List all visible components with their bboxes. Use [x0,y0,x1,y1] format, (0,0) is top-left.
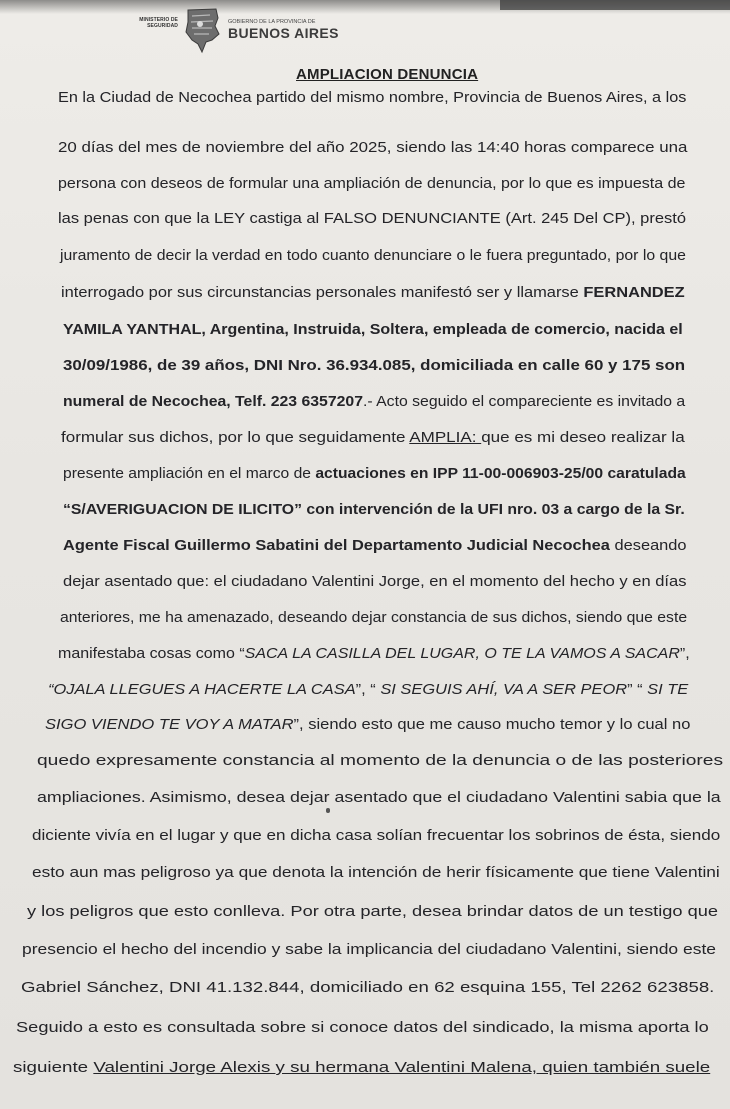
top-shadow-dark [500,0,730,10]
text-line [37,753,723,769]
text-line [63,466,686,482]
text-segment: ”, “ [355,682,381,698]
text-line [63,394,685,410]
text-line [63,538,687,554]
text-segment: 20 días del mes de noviembre del año 2025, siendo las 14:40 horas comparece una [58,140,688,156]
text-segment: Gabriel Sánchez, DNI 41.132.844, domiciliado en 62 esquina 155, Tel 2262 623858. [21,980,715,996]
ministry-label: MINISTERIO DE SEGURIDAD [139,17,178,29]
document-title: AMPLIACION DENUNCIA [296,66,479,83]
text-segment: Valentini Jorge Alexis y su hermana Valentini Malena, quien también suele [93,1060,711,1076]
text-segment: presencio el hecho del incendio y sabe la implicancia del ciudadano Valentini, siendo este [22,942,717,958]
text-segment: que es mi deseo realizar la [481,430,685,446]
text-segment: ampliaciones. Asimismo, desea dejar asentado que el ciudadano Valentini sabia que la [37,790,721,806]
text-line [48,682,688,698]
text-line [61,430,685,446]
text-line [32,865,720,881]
text-segment: actuaciones en IPP 11-00-006903-25/00 caratulada [315,466,686,482]
text-segment: persona con deseos de formular una ampliación de denuncia, por lo que es impuesta de [58,176,686,192]
text-line [58,646,690,662]
text-line [58,211,686,227]
text-segment: SACA LA CASILLA DEL LUGAR, O TE LA VAMOS A SACAR [244,646,680,662]
text-segment: 30/09/1986, de 39 años, DNI Nro. 36.934.085, domiciliada en calle 60 y 175 son [63,358,686,374]
text-segment: esto aun mas peligroso ya que denota la intención de herir físicamente que tiene Valentini [32,865,720,881]
text-line [22,942,716,958]
text-line [58,176,685,192]
text-line [58,140,687,156]
text-segment: juramento de decir la verdad en todo cuanto denunciare o le fuera preguntado, por lo que [60,248,686,264]
text-line [63,574,686,590]
province-name: BUENOS AIRES [228,25,339,41]
text-segment: SIGO VIENDO TE VOY A MATAR [45,717,294,733]
text-line [60,610,687,626]
text-segment: En la Ciudad de Necochea partido del mismo nombre, Provincia de Buenos Aires, a los [58,90,687,106]
text-line [63,502,685,518]
header-logos [118,4,358,56]
text-segment: ”, siendo esto que me causo mucho temor y lo cual no [293,717,691,733]
text-segment: FERNANDEZ [583,285,685,301]
text-line [45,717,690,733]
text-segment: SI SEGUIS AHÍ, VA A SER PEOR [380,682,628,698]
text-line [63,358,685,374]
ink-mark [326,808,330,813]
text-segment: “S/AVERIGUACION DE ILICITO” con intervención de la UFI nro. 03 a cargo de la Sr. [63,502,685,518]
text-segment: siguiente [13,1060,94,1076]
text-segment: dejar asentado que: el ciudadano Valentini Jorge, en el momento del hecho y en días [63,574,687,590]
text-segment: quedo expresamente constancia al momento de la denuncia o de las posteriores [37,753,724,769]
text-segment: Seguido a esto es consultada sobre si conoce datos del sindicado, la misma aporta lo [16,1020,709,1036]
text-segment: presente ampliación en el marco de [63,466,316,482]
text-segment: diciente vivía en el lugar y que en dicha casa solían frecuentar los sobrinos de ésta, siendo [32,828,721,844]
text-segment: YAMILA YANTHAL, Argentina, Instruida, Soltera, empleada de comercio, nacida el [63,322,683,338]
text-line [60,248,686,264]
text-segment: AMPLIA: [409,430,482,446]
text-line [21,980,714,996]
text-segment: SI TE [647,682,689,698]
text-line [13,1060,710,1076]
text-segment: “OJALA LLEGUES A HACERTE LA CASA [48,682,356,698]
text-line [63,322,683,338]
province-map-icon [182,6,222,54]
text-line [37,790,721,806]
text-segment: numeral de Necochea, Telf. 223 6357207 [63,394,363,410]
government-label: GOBIERNO DE LA PROVINCIA DE [228,19,316,25]
text-line [61,285,685,301]
text-segment: Agente Fiscal Guillermo Sabatini del Departamento Judicial Necochea [63,538,610,554]
text-segment: ” “ [627,682,648,698]
text-segment: anteriores, me ha amenazado, deseando dejar constancia de sus dichos, siendo que este [60,610,688,626]
text-line [16,1020,709,1036]
text-segment: .- Acto seguido el compareciente es invitado a [362,394,686,410]
text-segment: ”, [679,646,690,662]
text-segment: interrogado por sus circunstancias personales manifestó ser y llamarse [61,285,584,301]
text-line [27,904,718,920]
text-segment: deseando [609,538,687,554]
text-line [32,828,720,844]
text-segment: formular sus dichos, por lo que seguidamente [61,430,410,446]
text-segment: y los peligros que esto conlleva. Por otra parte, desea brindar datos de un testigo que [27,904,719,920]
text-segment: las penas con que la LEY castiga al FALSO DENUNCIANTE (Art. 245 Del CP), prestó [58,211,687,227]
text-segment: manifestaba cosas como “ [58,646,245,662]
text-line [58,90,686,106]
